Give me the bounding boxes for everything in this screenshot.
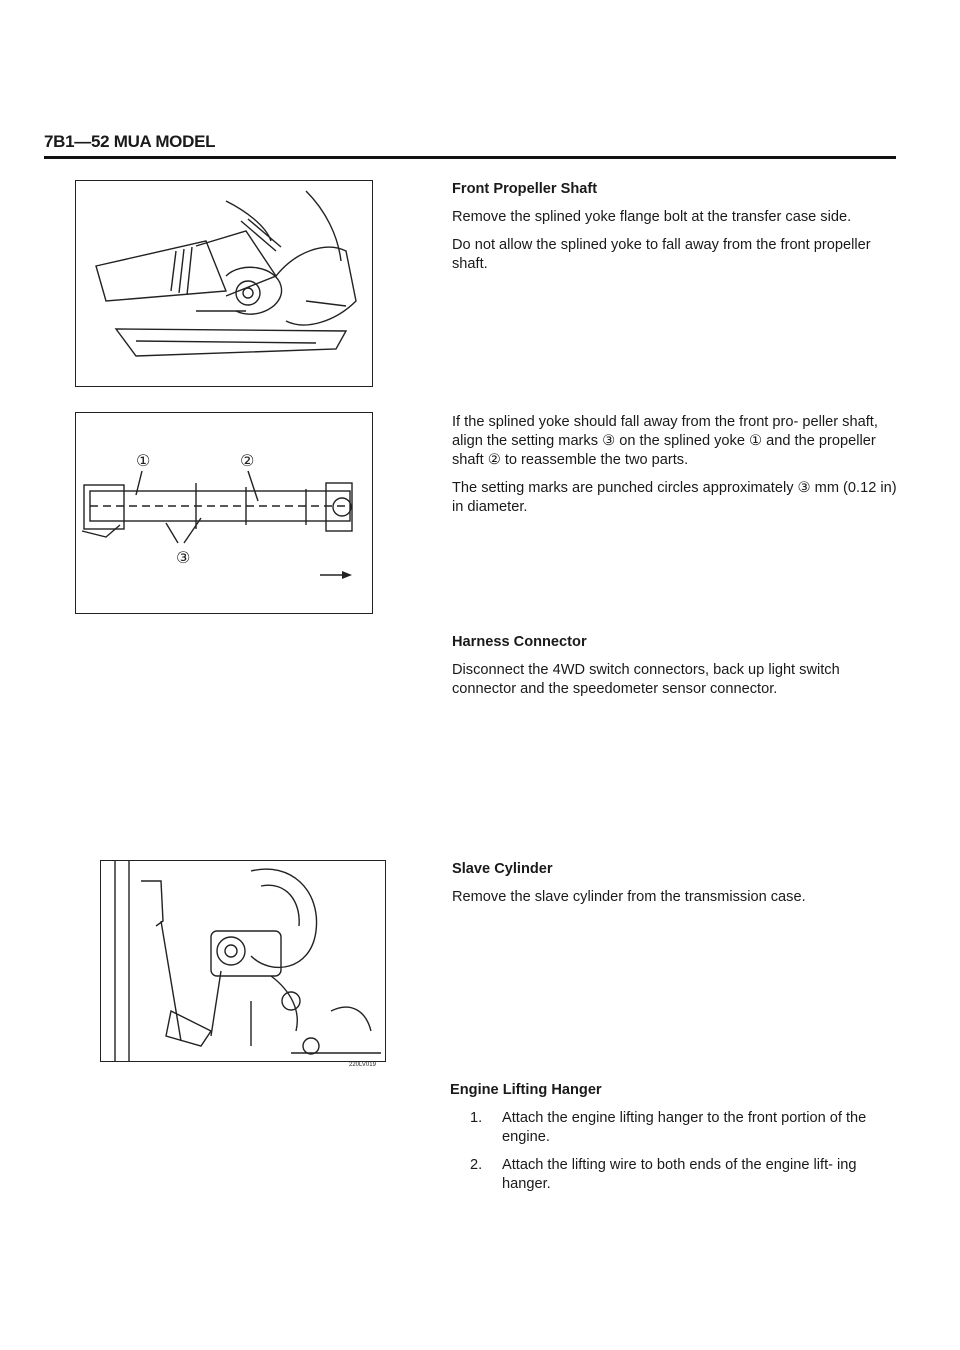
paragraph: Disconnect the 4WD switch connectors, back up light switch connector and the speedometer sensor connector. — [452, 662, 840, 697]
callout-2: ② — [240, 451, 255, 470]
figure-setting-marks — [75, 412, 373, 614]
direction-arrow-icon — [342, 571, 352, 579]
section-title: Harness Connector — [452, 634, 587, 650]
figure-slave-cylinder — [100, 860, 386, 1062]
section-front-propeller-shaft — [452, 180, 902, 283]
paragraph: If the splined yoke should fall away from the front pro- peller shaft, align the setting marks ③ on the splined yoke ① and the propeller shaft ② to reassemble the two parts. — [452, 414, 878, 468]
setting-marks-illustration — [76, 413, 372, 613]
section-engine-lifting-hanger — [450, 1081, 900, 1203]
paragraph: Remove the slave cylinder from the transmission case. — [452, 889, 806, 905]
header-rule — [44, 156, 896, 159]
list-item — [450, 1109, 900, 1147]
list-item — [450, 1156, 900, 1194]
paragraph: Remove the splined yoke flange bolt at the transfer case side. — [452, 209, 852, 225]
slave-cylinder-illustration — [101, 861, 385, 1061]
section-title: Engine Lifting Hanger — [450, 1082, 602, 1098]
section-slave-cylinder — [452, 860, 902, 916]
step-number: 1. — [470, 1110, 483, 1126]
section-title: Front Propeller Shaft — [452, 181, 598, 197]
figure-code: 220LV019 — [349, 1062, 376, 1068]
step-number: 2. — [470, 1157, 483, 1173]
section-title: Slave Cylinder — [452, 861, 553, 877]
paragraph: Do not allow the splined yoke to fall away from the front propeller shaft. — [452, 237, 871, 272]
page-header: 7B1—52 MUA MODEL — [44, 132, 216, 151]
paragraph: The setting marks are punched circles approximately ③ mm (0.12 in) in diameter. — [452, 480, 897, 515]
figure-propeller-flange — [75, 180, 373, 387]
step-text: Attach the lifting wire to both ends of the engine lift- ing hanger. — [502, 1157, 857, 1192]
step-list — [450, 1109, 900, 1194]
step-text: Attach the engine lifting hanger to the front portion of the engine. — [502, 1110, 867, 1145]
section-setting-marks — [452, 413, 902, 526]
callout-1: ① — [136, 451, 151, 470]
propeller-flange-illustration — [76, 181, 372, 386]
callout-3: ③ — [176, 548, 191, 567]
section-harness-connector — [452, 633, 902, 708]
